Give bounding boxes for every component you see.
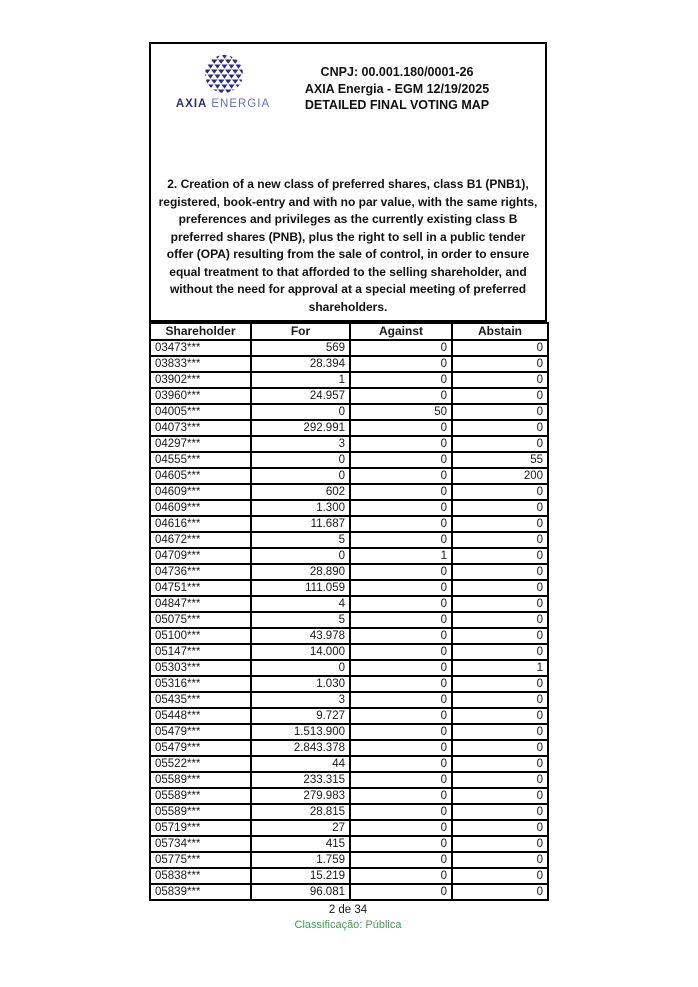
table-row — [150, 660, 548, 676]
column-header-for: For — [251, 323, 350, 340]
vote-count-cell: 0 — [452, 500, 548, 516]
shareholder-cell: 05316*** — [150, 676, 251, 692]
document-header — [255, 64, 539, 114]
shareholder-cell: 04605*** — [150, 468, 251, 484]
shareholder-cell: 05839*** — [150, 884, 251, 900]
header-document-title: DETAILED FINAL VOTING MAP — [304, 98, 490, 112]
table-row — [150, 644, 548, 660]
vote-count-cell: 4 — [251, 596, 350, 612]
vote-count-cell: 0 — [452, 404, 548, 420]
vote-count-cell: 0 — [350, 420, 452, 436]
vote-count-cell: 1.300 — [251, 500, 350, 516]
vote-count-cell: 0 — [350, 772, 452, 788]
shareholder-cell: 05734*** — [150, 836, 251, 852]
proposal-text: 2. Creation of a new class of preferred shares, class B1 (PNB1), registered, book-entry and with no par value, with the same rights, preferences and privileges as the currently existing class B preferred shares (PNB), plus the right to sell in a public tender offer (OPA) resulting from the sale of control, in order to ensure equal treatment to that afforded to the selling shareholder, and without the need for approval at a special meeting of preferred shareholders. — [158, 177, 538, 314]
vote-count-cell: 111.059 — [251, 580, 350, 596]
vote-count-cell: 0 — [350, 692, 452, 708]
table-row — [150, 436, 548, 452]
vote-count-cell: 0 — [350, 484, 452, 500]
shareholder-cell: 05589*** — [150, 772, 251, 788]
vote-count-cell: 602 — [251, 484, 350, 500]
vote-count-cell: 0 — [350, 804, 452, 820]
vote-count-cell: 0 — [350, 740, 452, 756]
vote-count-cell: 0 — [350, 612, 452, 628]
vote-count-cell: 279.983 — [251, 788, 350, 804]
vote-count-cell: 0 — [452, 532, 548, 548]
vote-count-cell: 24.957 — [251, 388, 350, 404]
vote-count-cell: 1 — [452, 660, 548, 676]
table-row — [150, 532, 548, 548]
vote-count-cell: 0 — [350, 372, 452, 388]
logo-text-energia: ENERGIA — [211, 98, 271, 110]
vote-count-cell: 0 — [452, 580, 548, 596]
table-row — [150, 692, 548, 708]
shareholder-cell: 04709*** — [150, 548, 251, 564]
table-row — [150, 804, 548, 820]
vote-count-cell: 0 — [452, 420, 548, 436]
shareholder-cell: 03960*** — [150, 388, 251, 404]
shareholder-cell: 05522*** — [150, 756, 251, 772]
vote-count-cell: 3 — [251, 436, 350, 452]
shareholder-cell: 04847*** — [150, 596, 251, 612]
vote-count-cell: 0 — [350, 820, 452, 836]
vote-count-cell: 0 — [350, 644, 452, 660]
vote-count-cell: 1.030 — [251, 676, 350, 692]
vote-count-cell: 0 — [452, 692, 548, 708]
vote-count-cell: 0 — [251, 468, 350, 484]
vote-count-cell: 0 — [350, 660, 452, 676]
shareholder-cell: 05147*** — [150, 644, 251, 660]
vote-count-cell: 0 — [452, 804, 548, 820]
table-row — [150, 580, 548, 596]
vote-count-cell: 0 — [452, 836, 548, 852]
column-header-against: Against — [350, 323, 452, 340]
shareholder-cell: 05838*** — [150, 868, 251, 884]
table-row — [150, 820, 548, 836]
vote-count-cell: 0 — [452, 484, 548, 500]
table-row — [150, 388, 548, 404]
vote-count-cell: 415 — [251, 836, 350, 852]
table-header-row — [150, 323, 548, 340]
table-row — [150, 884, 548, 900]
table-row — [150, 772, 548, 788]
vote-count-cell: 9.727 — [251, 708, 350, 724]
triangulated-sphere-icon — [200, 54, 246, 96]
vote-count-cell: 0 — [452, 676, 548, 692]
vote-count-cell: 0 — [452, 772, 548, 788]
page-number: 2 de 34 — [328, 904, 368, 916]
vote-count-cell: 44 — [251, 756, 350, 772]
vote-count-cell: 0 — [452, 644, 548, 660]
vote-count-cell: 0 — [350, 836, 452, 852]
vote-count-cell: 27 — [251, 820, 350, 836]
vote-count-cell: 28.815 — [251, 804, 350, 820]
vote-count-cell: 43.978 — [251, 628, 350, 644]
shareholder-cell: 05448*** — [150, 708, 251, 724]
vote-count-cell: 0 — [350, 500, 452, 516]
vote-count-cell: 0 — [350, 628, 452, 644]
table-row — [150, 516, 548, 532]
vote-count-cell: 0 — [350, 868, 452, 884]
vote-count-cell: 0 — [452, 708, 548, 724]
vote-count-cell: 0 — [350, 388, 452, 404]
shareholder-cell: 04736*** — [150, 564, 251, 580]
table-row — [150, 628, 548, 644]
shareholder-cell: 05589*** — [150, 804, 251, 820]
vote-count-cell: 14.000 — [251, 644, 350, 660]
vote-count-cell: 0 — [350, 788, 452, 804]
vote-count-cell: 28.394 — [251, 356, 350, 372]
vote-count-cell: 200 — [452, 468, 548, 484]
vote-count-cell: 0 — [452, 756, 548, 772]
vote-count-cell: 1 — [350, 548, 452, 564]
table-row — [150, 420, 548, 436]
shareholder-cell: 05775*** — [150, 852, 251, 868]
table-row — [150, 788, 548, 804]
vote-count-cell: 0 — [350, 468, 452, 484]
table-row — [150, 836, 548, 852]
vote-count-cell: 0 — [452, 356, 548, 372]
shareholder-cell: 05100*** — [150, 628, 251, 644]
vote-count-cell: 0 — [452, 516, 548, 532]
shareholder-cell: 04555*** — [150, 452, 251, 468]
vote-count-cell: 0 — [251, 548, 350, 564]
vote-count-cell: 0 — [452, 740, 548, 756]
vote-count-cell: 0 — [251, 660, 350, 676]
shareholder-cell: 04751*** — [150, 580, 251, 596]
table-row — [150, 468, 548, 484]
vote-count-cell: 0 — [452, 548, 548, 564]
shareholder-cell: 03833*** — [150, 356, 251, 372]
vote-count-cell: 0 — [452, 868, 548, 884]
table-row — [150, 500, 548, 516]
table-row — [150, 404, 548, 420]
document-page — [149, 42, 547, 932]
vote-count-cell: 0 — [350, 708, 452, 724]
vote-count-cell: 28.890 — [251, 564, 350, 580]
table-row — [150, 484, 548, 500]
vote-count-cell: 0 — [452, 724, 548, 740]
header-meeting-line: AXIA Energia - EGM 12/19/2025 — [304, 81, 490, 96]
table-row — [150, 724, 548, 740]
shareholder-cell: 04297*** — [150, 436, 251, 452]
vote-count-cell: 0 — [350, 452, 452, 468]
vote-count-cell: 0 — [251, 404, 350, 420]
shareholder-cell: 05435*** — [150, 692, 251, 708]
shareholder-cell: 04005*** — [150, 404, 251, 420]
vote-count-cell: 0 — [350, 340, 452, 356]
vote-count-cell: 0 — [452, 788, 548, 804]
vote-count-cell: 0 — [452, 388, 548, 404]
vote-count-cell: 0 — [350, 724, 452, 740]
table-row — [150, 372, 548, 388]
vote-count-cell: 11.687 — [251, 516, 350, 532]
shareholder-cell: 05589*** — [150, 788, 251, 804]
table-row — [150, 708, 548, 724]
table-row — [150, 548, 548, 564]
shareholder-cell: 04073*** — [150, 420, 251, 436]
vote-count-cell: 0 — [452, 852, 548, 868]
logo-text-axia: AXIA — [175, 98, 208, 110]
table-row — [150, 868, 548, 884]
vote-count-cell: 96.081 — [251, 884, 350, 900]
vote-count-cell: 0 — [350, 564, 452, 580]
column-header-shareholder: Shareholder — [150, 323, 251, 340]
vote-count-cell: 0 — [350, 580, 452, 596]
table-row — [150, 740, 548, 756]
vote-count-cell: 292.991 — [251, 420, 350, 436]
vote-count-cell: 50 — [350, 404, 452, 420]
vote-count-cell: 1.759 — [251, 852, 350, 868]
table-row — [150, 564, 548, 580]
vote-count-cell: 0 — [350, 532, 452, 548]
vote-count-cell: 0 — [350, 676, 452, 692]
vote-count-cell: 0 — [452, 436, 548, 452]
vote-count-cell: 0 — [350, 436, 452, 452]
vote-count-cell: 0 — [251, 452, 350, 468]
voting-table-body — [150, 340, 548, 900]
vote-count-cell: 0 — [452, 884, 548, 900]
header-cnpj: CNPJ: 00.001.180/0001-26 — [320, 65, 474, 79]
column-header-abstain: Abstain — [452, 323, 548, 340]
table-row — [150, 676, 548, 692]
vote-count-cell: 233.315 — [251, 772, 350, 788]
vote-count-cell: 2.843.378 — [251, 740, 350, 756]
shareholder-cell: 05303*** — [150, 660, 251, 676]
vote-count-cell: 1 — [251, 372, 350, 388]
table-row — [150, 596, 548, 612]
table-row — [150, 356, 548, 372]
vote-count-cell: 1.513.900 — [251, 724, 350, 740]
shareholder-cell: 03473*** — [150, 340, 251, 356]
vote-count-cell: 5 — [251, 612, 350, 628]
vote-count-cell: 5 — [251, 532, 350, 548]
voting-table — [149, 322, 549, 901]
vote-count-cell: 0 — [350, 852, 452, 868]
page-footer — [149, 903, 547, 932]
shareholder-cell: 05479*** — [150, 724, 251, 740]
table-row — [150, 756, 548, 772]
vote-count-cell: 569 — [251, 340, 350, 356]
vote-count-cell: 0 — [350, 516, 452, 532]
shareholder-cell: 05479*** — [150, 740, 251, 756]
vote-count-cell: 0 — [452, 340, 548, 356]
classification-label: Classificação: Pública — [294, 919, 402, 931]
shareholder-cell: 05719*** — [150, 820, 251, 836]
vote-count-cell: 0 — [350, 356, 452, 372]
vote-count-cell: 0 — [452, 372, 548, 388]
shareholder-cell: 04672*** — [150, 532, 251, 548]
vote-count-cell: 55 — [452, 452, 548, 468]
vote-count-cell: 0 — [350, 596, 452, 612]
table-row — [150, 452, 548, 468]
vote-count-cell: 0 — [452, 612, 548, 628]
vote-count-cell: 3 — [251, 692, 350, 708]
vote-count-cell: 0 — [350, 756, 452, 772]
shareholder-cell: 04609*** — [150, 484, 251, 500]
vote-count-cell: 0 — [452, 820, 548, 836]
table-row — [150, 612, 548, 628]
vote-count-cell: 0 — [350, 884, 452, 900]
shareholder-cell: 04609*** — [150, 500, 251, 516]
shareholder-cell: 03902*** — [150, 372, 251, 388]
shareholder-cell: 05075*** — [150, 612, 251, 628]
vote-count-cell: 0 — [452, 596, 548, 612]
table-row — [150, 340, 548, 356]
shareholder-cell: 04616*** — [150, 516, 251, 532]
vote-count-cell: 0 — [452, 564, 548, 580]
vote-count-cell: 0 — [452, 628, 548, 644]
table-row — [150, 852, 548, 868]
header-box — [149, 42, 547, 322]
vote-count-cell: 15.219 — [251, 868, 350, 884]
